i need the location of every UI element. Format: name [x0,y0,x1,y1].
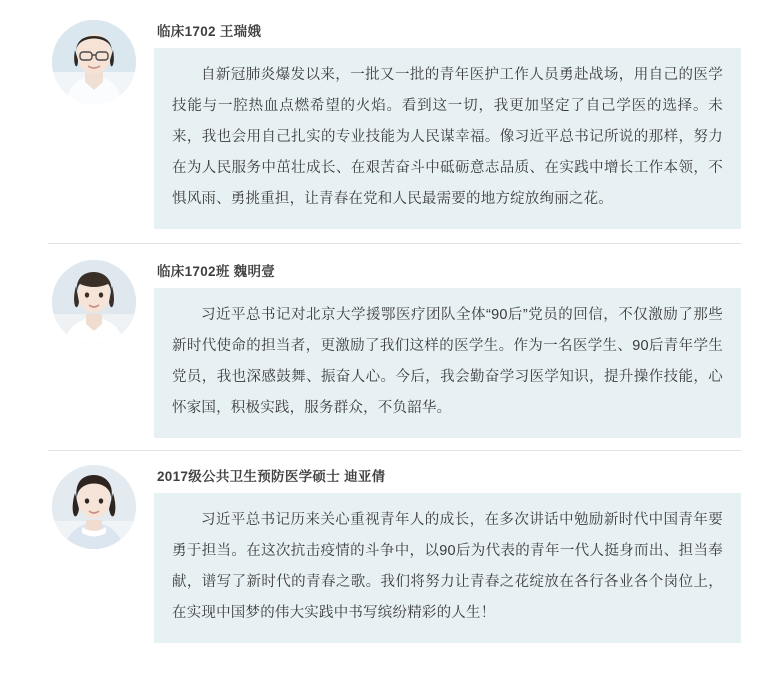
testimonial-body [140,461,741,643]
avatar-wei-mingyi [52,260,136,344]
testimonial-quote [154,48,741,229]
portrait-illustration-icon [52,260,136,344]
testimonial-text: 习近平总书记历来关心重视青年人的成长，在多次讲话中勉励新时代中国青年要勇于担当。在这次抗击疫情的斗争中，以90后为代表的青年一代人挺身而出、担当奉献，谱写了新时代的青春之歌。我们将努力让青春之花绽放在各行各业各个岗位上，在实现中国梦的伟大实践中书写缤纷精彩的人生！ [172,512,723,621]
testimonial-text: 自新冠肺炎爆发以来，一批又一批的青年医护工作人员勇赴战场，用自己的医学技能与一腔热血点燃希望的火焰。看到这一切，我更加坚定了自己学医的选择。未来，我也会用自己扎实的专业技能为人民谋幸福。像习近平总书记所说的那样，努力在为人民服务中茁壮成长、在艰苦奋斗中砥砺意志品质、在实践中增长工作本领，不惧风雨、勇挑重担，让青春在党和人民最需要的地方绽放绚丽之花。 [172,67,723,207]
avatar-container [48,461,140,549]
testimonial-text: 习近平总书记对北京大学援鄂医疗团队全体“90后”党员的回信，不仅激励了那些新时代使命的担当者，更激励了我们这样的医学生。作为一名医学生、90后青年学生党员，我也深感鼓舞、振奋人心。今后，我会勤奋学习医学知识，提升操作技能，心怀家国，积极实践，服务群众，不负韶华。 [172,307,723,416]
testimonial-body [140,16,741,229]
testimonial-item [0,244,763,438]
avatar-container [48,256,140,344]
portrait-illustration-icon [52,20,136,104]
testimonial-item [0,0,763,229]
left-margin [0,0,28,676]
testimonial-author: 2017级公共卫生预防医学硕士 迪亚倩 [157,469,386,484]
avatar-di-yaqian [52,465,136,549]
testimonial-quote [154,493,741,643]
testimonial-author: 临床1702班 魏明壹 [157,264,276,279]
testimonial-item [0,451,763,643]
avatar-wang-ruie [52,20,136,104]
portrait-illustration-icon [52,465,136,549]
testimonial-author: 临床1702 王瑞娥 [157,24,262,39]
testimonial-body [140,256,741,438]
avatar-container [48,16,140,104]
testimonial-quote [154,288,741,438]
